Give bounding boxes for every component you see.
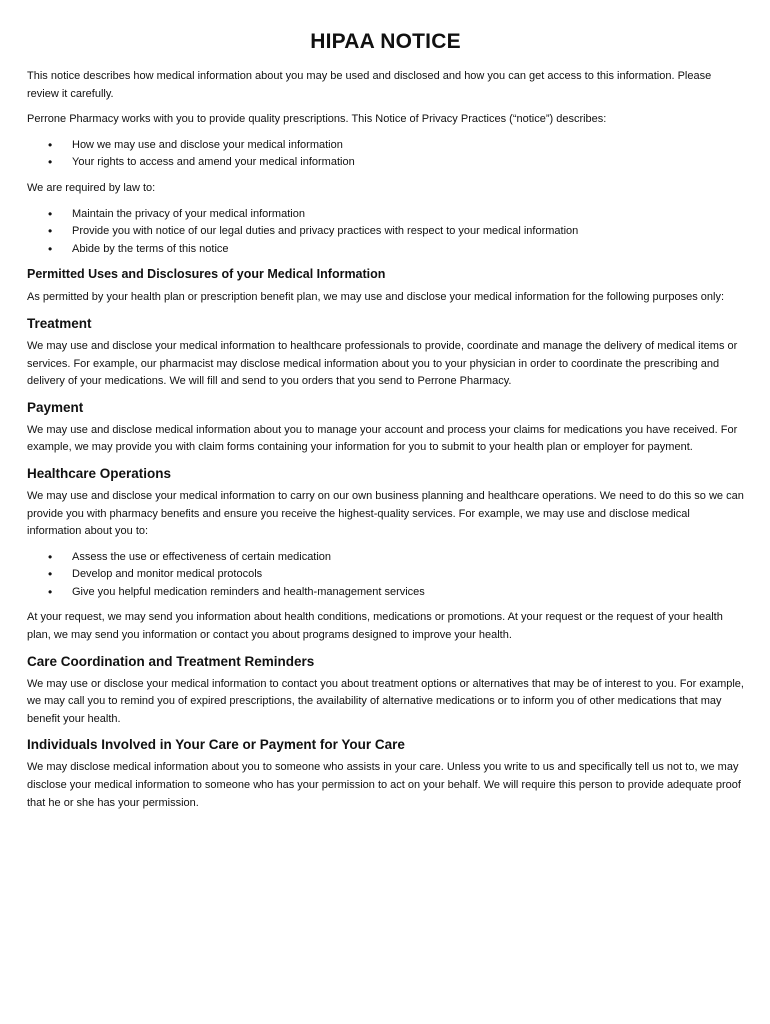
permitted-text: As permitted by your health plan or prescription benefit plan, we may use and disclose your medical information for the following purposes only: [27,291,725,304]
operations-text: We may use and disclose your medical information to carry on our own business planning and healthcare operations. We need to do this so we can provide you with pharmacy benefits and ensure you receive the highest-quality services. For example, we may use and disclose medical information about you to: [27,489,744,538]
list-item: • Abide by the terms of this notice [27,241,744,259]
describes-list [27,137,744,172]
required-by-law-text: We are required by law to: [27,181,156,194]
list-item: • Maintain the privacy of your medical information [27,206,744,224]
care-heading: Care Coordination and Treatment Reminders [27,653,315,669]
required-list [27,206,744,259]
intro-description: Perrone Pharmacy works with you to provide quality prescriptions. This Notice of Privacy Practices (“notice”) describes: [27,113,607,126]
payment-heading: Payment [27,399,84,415]
list-item: • How we may use and disclose your medical information [27,137,744,155]
operations-request-text: At your request, we may send you information about health conditions, medications or promotions. At your request or the request of your health plan, we may send you information or contact you about programs designed to improve your health. [27,611,723,642]
treatment-heading: Treatment [27,315,92,331]
permitted-heading: Permitted Uses and Disclosures of your Medical Information [27,267,386,282]
list-item: • Assess the use or effectiveness of certain medication [27,549,744,567]
list-item: • Your rights to access and amend your medical information [27,154,744,172]
list-item: • Give you helpful medication reminders and health-management services [27,584,744,602]
operations-list [27,549,744,602]
operations-heading: Healthcare Operations [27,465,172,481]
individuals-text: We may disclose medical information about you to someone who assists in your care. Unless you write to us and specifically tell us not to, we may disclose your medical information to someone who has your permission to act on your behalf. We will require this person to provide adequate proof that he or she has your permission. [27,761,741,809]
list-item: • Develop and monitor medical protocols [27,566,744,584]
care-text: We may use or disclose your medical information to contact you about treatment options or alternatives that may be of interest to you. For example, we may call you to remind you of expired prescriptions, the availability of alternative medications or to inform you of other medications that may benefit your health. [27,677,744,725]
page-title: HIPAA NOTICE [310,30,461,53]
payment-text: We may use and disclose medical information about you to manage your account and process your claims for medications you have received. For example, we may provide you with claim forms containing your information for you to submit to your health plan or employer for payment. [27,423,738,454]
treatment-text: We may use and disclose your medical information to healthcare professionals to provide, coordinate and manage the delivery of medical items or services. For example, our pharmacist may disclose medical information about you to your physician in order to coordinate the prescribing and delivery of your medications. We will fill and send to you orders that you send to Perrone Pharmacy. [27,339,738,388]
list-item: • Provide you with notice of our legal duties and privacy practices with respect to your medical information [27,223,744,241]
individuals-heading: Individuals Involved in Your Care or Payment for Your Care [27,737,405,753]
intro-paragraph: This notice describes how medical information about you may be used and disclosed and how you can get access to this information. Please review it carefully. [27,70,712,100]
